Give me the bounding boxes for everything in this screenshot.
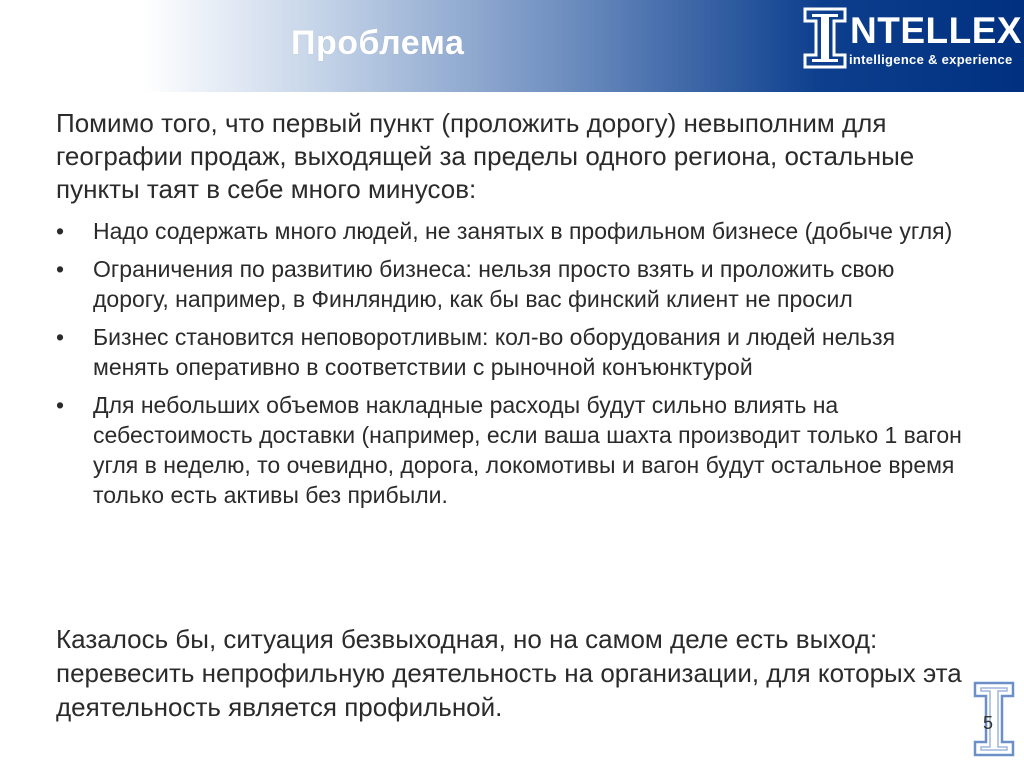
bullet-text: Ограничения по развитию бизнеса: нельзя просто взять и проложить свою дорогу, например, в Финляндию, как бы вас финский клиент не просил xyxy=(93,256,895,312)
slide-body xyxy=(56,107,976,518)
logo-tagline: intelligence & experience xyxy=(849,52,1013,67)
corner-i-mark-icon xyxy=(972,680,1016,758)
intro-paragraph: Помимо того, что первый пункт (проложить дорогу) невыполним для географии продаж, выходящей за пределы одного региона, остальные пункты таят в себе много минусов: xyxy=(56,108,915,204)
slide-title: Проблема xyxy=(291,24,465,62)
bullet-marker: • xyxy=(56,218,65,244)
bullet-list xyxy=(56,216,976,510)
bullet-text: Надо содержать много людей, не занятых в профильном бизнесе (добыче угля) xyxy=(93,218,953,244)
list-item xyxy=(56,390,976,510)
logo-wordmark: NTELLEX xyxy=(850,10,1023,51)
bullet-text: Для небольших объемов накладные расходы будут сильно влиять на себестоимость доставки (например, если ваша шахта производит только 1 вагон угля в неделю, то очевидно, дорога, локомотивы и вагон будут остальное время только есть активы без прибыли. xyxy=(93,392,962,508)
bullet-text: Бизнес становится неповоротливым: кол-во оборудования и людей нельзя менять оперативно в соответствии с рыночной конъюнктурой xyxy=(93,324,896,380)
list-item xyxy=(56,254,976,314)
intellex-logo xyxy=(802,6,1023,70)
list-item xyxy=(56,322,976,382)
intellex-i-mark-icon xyxy=(802,6,850,70)
bullet-marker: • xyxy=(56,392,65,418)
list-item xyxy=(56,216,976,246)
page-number: 5 xyxy=(983,713,994,733)
bullet-marker: • xyxy=(56,324,65,350)
conclusion-paragraph: Казалось бы, ситуация безвыходная, но на самом деле есть выход: перевесить непрофильную деятельность на организации, для которых эта деятельность является профильной. xyxy=(56,624,962,722)
bullet-marker: • xyxy=(56,256,65,282)
